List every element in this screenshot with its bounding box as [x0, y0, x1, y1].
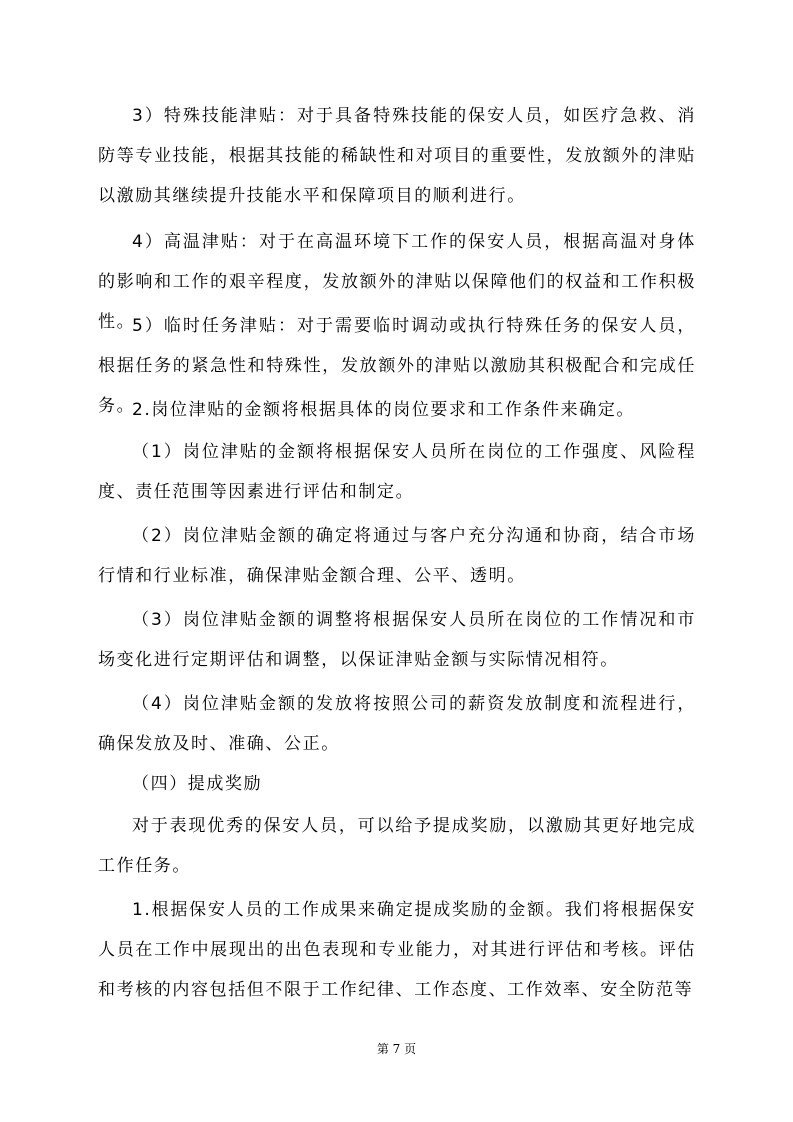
paragraph-commission-item-1: 1.根据保安人员的工作成果来确定提成奖励的金额。我们将根据保安人员在工作中展现出的出色表现和专业能力，对其进行评估和考核。评估和考核的内容包括但不限于工作纪律、工作态度、工作效率、安全防范等 — [98, 900, 696, 1000]
paragraph-amount-item-3: （3）岗位津贴金额的调整将根据保安人员所在岗位的工作情况和市场变化进行定期评估和调整，以保证津贴金额与实际情况相符。 — [98, 610, 696, 670]
paragraph-amount-item-1: （1）岗位津贴的金额将根据保安人员所在岗位的工作强度、风险程度、责任范围等因素进行评估和制定。 — [98, 442, 696, 502]
paragraph-temporary-task-allowance: 5）临时任务津贴：对于需要临时调动或执行特殊任务的保安人员，根据任务的紧急性和特殊性，发放额外的津贴以激励其积极配合和完成任务。 — [98, 316, 696, 416]
page-number: 第 7 页 — [376, 1042, 417, 1056]
paragraph-high-temperature-allowance: 4）高温津贴：对于在高温环境下工作的保安人员，根据高温对身体的影响和工作的艰辛程度，发放额外的津贴以保障他们的权益和工作积极性。 — [98, 232, 696, 332]
paragraph-amount-item-4: （4）岗位津贴金额的发放将按照公司的薪资发放制度和流程进行，确保发放及时、准确、公正。 — [98, 694, 696, 754]
paragraph-allowance-amount: 2.岗位津贴的金额将根据具体的岗位要求和工作条件来确定。 — [132, 400, 636, 420]
paragraph-amount-item-2: （2）岗位津贴金额的确定将通过与客户充分沟通和协商，结合市场行情和行业标准，确保津贴金额合理、公平、透明。 — [98, 526, 696, 586]
section-heading-commission: （四）提成奖励 — [132, 774, 263, 794]
paragraph-commission-intro: 对于表现优秀的保安人员，可以给予提成奖励，以激励其更好地完成工作任务。 — [98, 816, 696, 876]
paragraph-special-skill-allowance: 3）特殊技能津贴：对于具备特殊技能的保安人员，如医疗急救、消防等专业技能，根据其技能的稀缺性和对项目的重要性，发放额外的津贴以激励其继续提升技能水平和保障项目的顺利进行。 — [98, 106, 696, 206]
